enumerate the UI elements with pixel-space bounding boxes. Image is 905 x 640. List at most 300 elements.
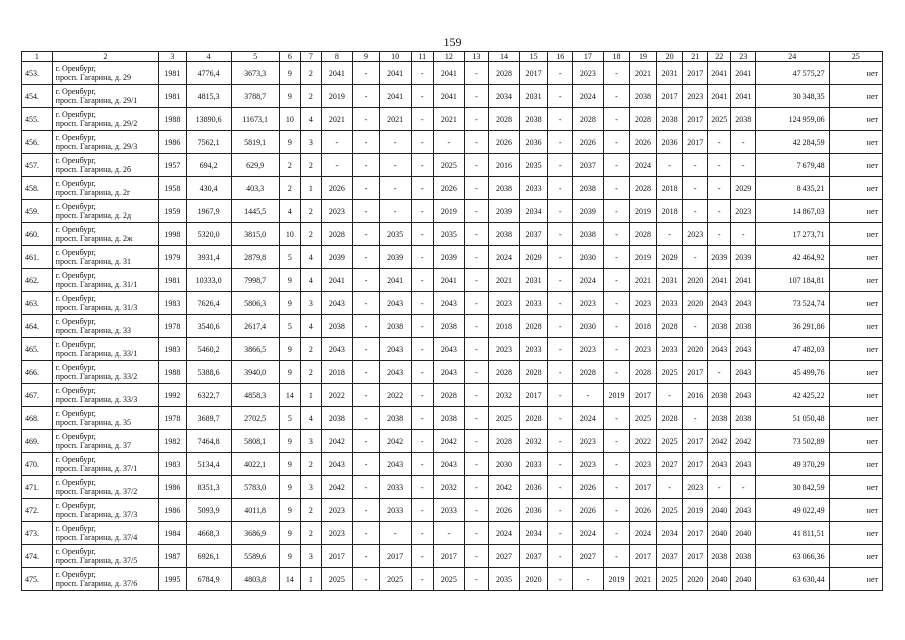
cost-cell: 30 348,35: [756, 85, 830, 108]
address-street: просп. Гагарина, д. 35: [55, 418, 131, 427]
data-cell: 2034: [519, 200, 548, 223]
data-cell: -: [548, 545, 573, 568]
data-cell: -: [548, 430, 573, 453]
data-cell: 2039: [321, 246, 353, 269]
data-cell: -: [464, 62, 489, 85]
data-cell: 2020: [683, 568, 708, 591]
data-cell: -: [411, 315, 433, 338]
data-cell: -: [353, 338, 380, 361]
data-cell: -: [411, 108, 433, 131]
row-number: 475.: [22, 568, 53, 591]
data-cell: -: [603, 154, 630, 177]
data-cell: -: [603, 407, 630, 430]
data-cell: 2042: [489, 476, 520, 499]
data-cell: 7626,4: [186, 292, 231, 315]
address-city: г. Оренбург,: [55, 501, 96, 510]
row-number: 457.: [22, 154, 53, 177]
cost-cell: 73 524,74: [756, 292, 830, 315]
column-header: 15: [519, 52, 548, 62]
data-cell: 2037: [573, 154, 604, 177]
data-cell: 2043: [707, 292, 731, 315]
data-cell: 2023: [321, 522, 353, 545]
data-cell: 2019: [603, 568, 630, 591]
address-city: г. Оренбург,: [55, 547, 96, 556]
data-cell: -: [464, 131, 489, 154]
address-street: просп. Гагарина, д. 37/1: [55, 464, 138, 473]
table-row: [22, 154, 883, 177]
data-cell: 1986: [159, 476, 187, 499]
cost-cell: 63 066,36: [756, 545, 830, 568]
data-cell: 2036: [519, 476, 548, 499]
data-cell: 4: [301, 269, 321, 292]
data-cell: 6784,9: [186, 568, 231, 591]
data-cell: 5806,3: [231, 292, 279, 315]
data-cell: 2041: [731, 269, 756, 292]
data-cell: 2043: [321, 292, 353, 315]
data-cell: 1998: [159, 223, 187, 246]
address-cell: [52, 522, 158, 545]
data-cell: 2024: [489, 246, 520, 269]
address-city: г. Оренбург,: [55, 64, 96, 73]
data-cell: 2: [301, 338, 321, 361]
flag-cell: нет: [829, 568, 882, 591]
flag-cell: нет: [829, 223, 882, 246]
address-cell: [52, 476, 158, 499]
data-cell: 2038: [731, 315, 756, 338]
data-cell: 2021: [630, 62, 657, 85]
data-cell: 2024: [573, 522, 604, 545]
data-cell: 2030: [573, 246, 604, 269]
data-cell: -: [464, 223, 489, 246]
data-cell: 2031: [519, 85, 548, 108]
flag-cell: нет: [829, 361, 882, 384]
data-cell: 2: [279, 177, 300, 200]
data-cell: -: [548, 154, 573, 177]
data-cell: -: [603, 522, 630, 545]
data-cell: 2: [301, 200, 321, 223]
data-cell: -: [707, 361, 731, 384]
data-cell: 2043: [433, 453, 464, 476]
data-cell: 2702,5: [231, 407, 279, 430]
cost-cell: 14 867,03: [756, 200, 830, 223]
data-cell: -: [353, 246, 380, 269]
data-cell: 2043: [379, 361, 411, 384]
data-cell: 1: [301, 177, 321, 200]
data-cell: -: [603, 269, 630, 292]
data-cell: 1981: [159, 62, 187, 85]
data-cell: 2028: [573, 361, 604, 384]
data-cell: 2041: [731, 62, 756, 85]
row-number: 468.: [22, 407, 53, 430]
data-cell: 2038: [731, 545, 756, 568]
address-cell: [52, 361, 158, 384]
data-cell: -: [656, 384, 683, 407]
address-street: просп. Гагарина, д. 37/2: [55, 487, 138, 496]
data-cell: -: [433, 131, 464, 154]
data-cell: 1983: [159, 338, 187, 361]
row-number: 472.: [22, 499, 53, 522]
flag-cell: нет: [829, 384, 882, 407]
data-cell: 3866,5: [231, 338, 279, 361]
data-cell: -: [411, 131, 433, 154]
data-cell: 2021: [433, 108, 464, 131]
column-header: 2: [52, 52, 158, 62]
address-street: просп. Гагарина, д. 31: [55, 257, 131, 266]
data-cell: 2017: [683, 131, 708, 154]
data-cell: -: [731, 476, 756, 499]
data-cell: 2040: [707, 522, 731, 545]
row-number: 464.: [22, 315, 53, 338]
data-cell: 2038: [489, 223, 520, 246]
data-cell: 2042: [379, 430, 411, 453]
data-cell: -: [731, 131, 756, 154]
data-cell: -: [548, 177, 573, 200]
data-cell: -: [353, 545, 380, 568]
flag-cell: нет: [829, 430, 882, 453]
address-cell: [52, 108, 158, 131]
data-cell: 1957: [159, 154, 187, 177]
data-cell: 10333,0: [186, 269, 231, 292]
table-row: [22, 384, 883, 407]
cost-cell: 7 679,48: [756, 154, 830, 177]
data-cell: -: [464, 85, 489, 108]
data-cell: 2027: [573, 545, 604, 568]
data-cell: -: [353, 131, 380, 154]
column-header: 21: [683, 52, 708, 62]
flag-cell: нет: [829, 269, 882, 292]
data-cell: 2017: [630, 545, 657, 568]
cost-cell: 47 575,27: [756, 62, 830, 85]
data-cell: 2034: [489, 85, 520, 108]
data-cell: 2028: [519, 361, 548, 384]
data-cell: -: [353, 200, 380, 223]
data-cell: 2017: [630, 476, 657, 499]
data-cell: 2021: [630, 269, 657, 292]
data-cell: 2017: [519, 384, 548, 407]
data-cell: -: [411, 407, 433, 430]
data-cell: 3815,0: [231, 223, 279, 246]
data-cell: -: [603, 499, 630, 522]
data-cell: 9: [279, 522, 300, 545]
address-cell: [52, 315, 158, 338]
data-cell: -: [411, 338, 433, 361]
data-cell: -: [548, 269, 573, 292]
data-cell: 2033: [519, 177, 548, 200]
data-cell: -: [707, 476, 731, 499]
data-cell: 2: [301, 453, 321, 476]
data-cell: 10: [279, 223, 300, 246]
table-row: [22, 246, 883, 269]
address-cell: [52, 131, 158, 154]
data-cell: 2024: [573, 407, 604, 430]
column-header: 6: [279, 52, 300, 62]
cost-cell: 124 959,06: [756, 108, 830, 131]
data-cell: 7464,8: [186, 430, 231, 453]
address-city: г. Оренбург,: [55, 524, 96, 533]
data-cell: 5134,4: [186, 453, 231, 476]
data-cell: 2043: [321, 338, 353, 361]
data-cell: -: [548, 223, 573, 246]
cost-cell: 47 482,03: [756, 338, 830, 361]
data-cell: -: [411, 292, 433, 315]
data-cell: 4: [279, 200, 300, 223]
data-cell: 9: [279, 269, 300, 292]
row-number: 466.: [22, 361, 53, 384]
data-cell: 4815,3: [186, 85, 231, 108]
data-cell: 2023: [573, 292, 604, 315]
data-cell: 2038: [707, 384, 731, 407]
data-cell: 9: [279, 85, 300, 108]
data-cell: 1986: [159, 131, 187, 154]
data-cell: -: [353, 407, 380, 430]
data-cell: 2043: [731, 361, 756, 384]
data-cell: 2040: [731, 522, 756, 545]
data-cell: 2025: [656, 430, 683, 453]
column-header: 9: [353, 52, 380, 62]
data-cell: 9: [279, 62, 300, 85]
address-city: г. Оренбург,: [55, 179, 96, 188]
data-cell: 4: [301, 108, 321, 131]
data-cell: -: [548, 246, 573, 269]
data-cell: 3: [301, 131, 321, 154]
data-cell: 4011,8: [231, 499, 279, 522]
cost-cell: 42 464,92: [756, 246, 830, 269]
data-cell: 5093,9: [186, 499, 231, 522]
data-cell: 1984: [159, 522, 187, 545]
data-cell: 2022: [630, 430, 657, 453]
address-city: г. Оренбург,: [55, 432, 96, 441]
data-cell: 13890,6: [186, 108, 231, 131]
flag-cell: нет: [829, 154, 882, 177]
column-header: 5: [231, 52, 279, 62]
data-cell: 2042: [731, 430, 756, 453]
table-row: [22, 269, 883, 292]
flag-cell: нет: [829, 62, 882, 85]
row-number: 470.: [22, 453, 53, 476]
address-cell: [52, 453, 158, 476]
data-cell: 2039: [731, 246, 756, 269]
data-cell: 2: [301, 522, 321, 545]
data-cell: 2038: [630, 85, 657, 108]
table-row: [22, 131, 883, 154]
cost-cell: 42 284,59: [756, 131, 830, 154]
address-cell: [52, 223, 158, 246]
data-cell: 2018: [630, 315, 657, 338]
row-number: 474.: [22, 545, 53, 568]
data-cell: -: [603, 545, 630, 568]
data-cell: 2033: [519, 453, 548, 476]
data-cell: 2041: [707, 269, 731, 292]
data-cell: 1995: [159, 568, 187, 591]
column-header: 11: [411, 52, 433, 62]
data-cell: 2016: [489, 154, 520, 177]
data-cell: 4: [301, 246, 321, 269]
data-cell: 1979: [159, 246, 187, 269]
data-cell: -: [411, 453, 433, 476]
data-cell: -: [548, 361, 573, 384]
data-cell: 2038: [321, 315, 353, 338]
data-cell: 2028: [519, 407, 548, 430]
table-row: [22, 85, 883, 108]
data-cell: 2038: [379, 407, 411, 430]
cost-cell: 73 502,89: [756, 430, 830, 453]
data-cell: -: [548, 62, 573, 85]
data-cell: 1983: [159, 292, 187, 315]
data-cell: 2030: [573, 315, 604, 338]
data-cell: 2023: [321, 200, 353, 223]
data-cell: 1988: [159, 361, 187, 384]
row-number: 465.: [22, 338, 53, 361]
data-cell: 2017: [683, 453, 708, 476]
data-cell: -: [683, 154, 708, 177]
data-cell: -: [464, 108, 489, 131]
data-cell: 2043: [433, 361, 464, 384]
data-cell: 2043: [731, 338, 756, 361]
column-header: 14: [489, 52, 520, 62]
data-cell: 9: [279, 453, 300, 476]
data-cell: 2017: [630, 384, 657, 407]
data-cell: 2022: [321, 384, 353, 407]
address-street: просп. Гагарина, д. 2б: [55, 165, 132, 174]
address-street: просп. Гагарина, д. 31/1: [55, 280, 138, 289]
data-cell: 2038: [707, 545, 731, 568]
data-cell: 2028: [630, 361, 657, 384]
data-cell: 2025: [379, 568, 411, 591]
data-cell: -: [411, 269, 433, 292]
data-cell: -: [683, 407, 708, 430]
data-cell: 2035: [489, 568, 520, 591]
data-cell: 2023: [573, 430, 604, 453]
data-cell: -: [603, 131, 630, 154]
data-cell: -: [603, 315, 630, 338]
data-cell: 5388,6: [186, 361, 231, 384]
data-cell: -: [548, 338, 573, 361]
data-cell: 2016: [683, 384, 708, 407]
cost-cell: 36 291,86: [756, 315, 830, 338]
row-number: 460.: [22, 223, 53, 246]
data-cell: 2042: [707, 430, 731, 453]
data-cell: -: [707, 200, 731, 223]
data-cell: -: [548, 315, 573, 338]
row-number: 461.: [22, 246, 53, 269]
data-cell: -: [603, 177, 630, 200]
column-header: 4: [186, 52, 231, 62]
data-cell: -: [411, 384, 433, 407]
data-cell: -: [464, 246, 489, 269]
data-cell: -: [603, 108, 630, 131]
address-street: просп. Гагарина, д. 29/3: [55, 142, 138, 151]
data-cell: 5320,0: [186, 223, 231, 246]
data-cell: -: [353, 85, 380, 108]
data-cell: 2617,4: [231, 315, 279, 338]
data-cell: 2038: [731, 407, 756, 430]
data-cell: 2017: [656, 85, 683, 108]
data-cell: 2026: [489, 499, 520, 522]
data-cell: 2039: [573, 200, 604, 223]
data-cell: -: [411, 154, 433, 177]
column-header: 25: [829, 52, 882, 62]
data-cell: 430,4: [186, 177, 231, 200]
data-cell: -: [683, 246, 708, 269]
data-cell: 2027: [489, 545, 520, 568]
table-row: [22, 292, 883, 315]
data-cell: -: [353, 223, 380, 246]
data-cell: 2038: [519, 108, 548, 131]
cost-cell: 8 435,21: [756, 177, 830, 200]
data-cell: 2019: [321, 85, 353, 108]
cost-cell: 30 842,59: [756, 476, 830, 499]
page-number: 159: [443, 35, 462, 49]
table-row: [22, 568, 883, 591]
address-cell: [52, 154, 158, 177]
data-cell: 2023: [573, 338, 604, 361]
data-cell: 2032: [433, 476, 464, 499]
data-cell: 2019: [630, 246, 657, 269]
address-street: просп. Гагарина, д. 33/3: [55, 395, 138, 404]
address-city: г. Оренбург,: [55, 317, 96, 326]
address-city: г. Оренбург,: [55, 248, 96, 257]
data-cell: 2033: [519, 292, 548, 315]
data-cell: 2028: [489, 62, 520, 85]
data-cell: 2024: [630, 522, 657, 545]
table-row: [22, 476, 883, 499]
data-cell: 2026: [433, 177, 464, 200]
data-cell: 2038: [573, 177, 604, 200]
data-cell: -: [411, 361, 433, 384]
flag-cell: нет: [829, 200, 882, 223]
data-cell: 2038: [433, 315, 464, 338]
flag-cell: нет: [829, 246, 882, 269]
cost-cell: 51 050,48: [756, 407, 830, 430]
data-cell: -: [353, 292, 380, 315]
data-cell: -: [656, 476, 683, 499]
data-cell: 2017: [321, 545, 353, 568]
data-cell: 2018: [321, 361, 353, 384]
data-cell: -: [411, 545, 433, 568]
data-cell: 2043: [379, 338, 411, 361]
data-cell: 2018: [489, 315, 520, 338]
data-cell: 2027: [656, 453, 683, 476]
data-cell: 2033: [379, 499, 411, 522]
data-cell: 2029: [656, 246, 683, 269]
data-cell: 4668,3: [186, 522, 231, 545]
data-cell: 2043: [707, 453, 731, 476]
data-cell: 1986: [159, 499, 187, 522]
data-cell: 4022,1: [231, 453, 279, 476]
data-cell: 2043: [731, 453, 756, 476]
data-cell: 2017: [683, 522, 708, 545]
data-cell: -: [464, 269, 489, 292]
data-cell: 1959: [159, 200, 187, 223]
data-cell: 2043: [433, 292, 464, 315]
data-cell: 2025: [433, 568, 464, 591]
data-cell: -: [411, 499, 433, 522]
data-cell: 1958: [159, 177, 187, 200]
data-cell: 2043: [379, 292, 411, 315]
data-cell: 2028: [489, 108, 520, 131]
data-cell: -: [464, 568, 489, 591]
data-cell: 3: [301, 430, 321, 453]
data-cell: 629,9: [231, 154, 279, 177]
data-cell: -: [353, 108, 380, 131]
flag-cell: нет: [829, 292, 882, 315]
data-cell: 1983: [159, 453, 187, 476]
data-cell: 2026: [573, 499, 604, 522]
data-cell: -: [353, 476, 380, 499]
data-cell: 2: [279, 154, 300, 177]
data-cell: 2023: [683, 476, 708, 499]
data-cell: -: [731, 154, 756, 177]
